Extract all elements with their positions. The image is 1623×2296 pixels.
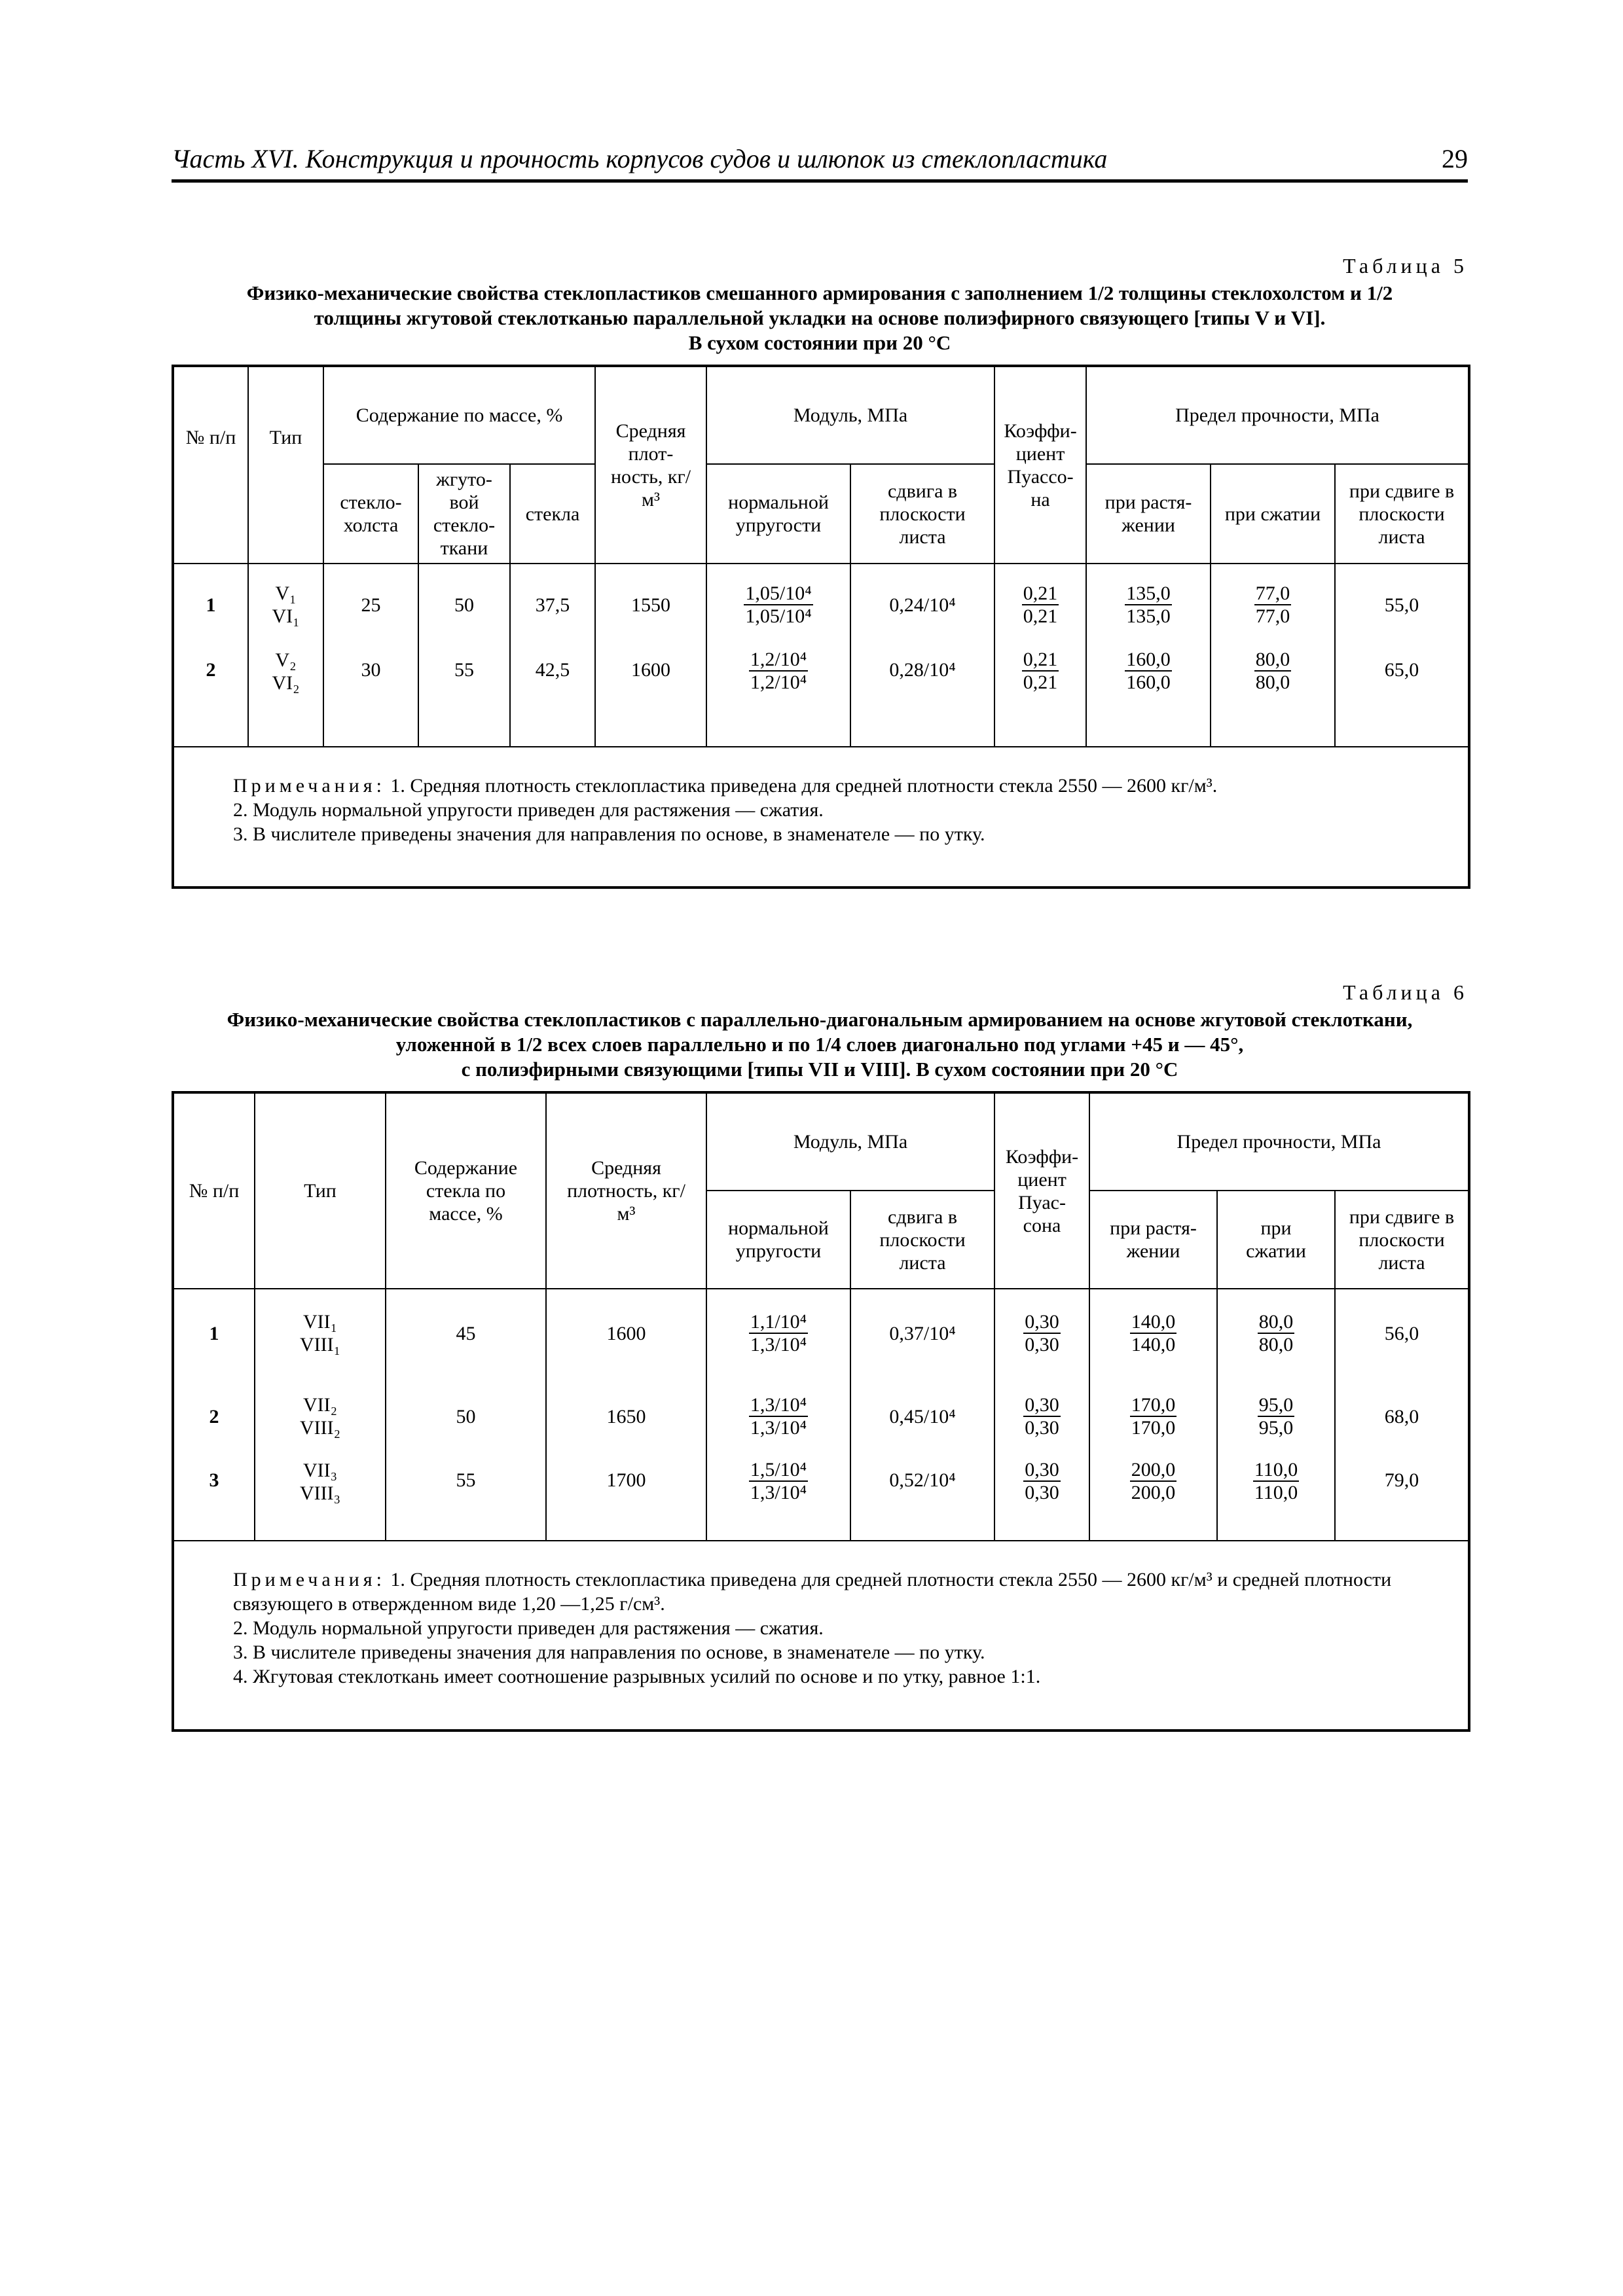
col-header-compression: при сжатии: [1211, 464, 1335, 564]
row-num: 1: [173, 1289, 255, 1377]
table-5: [172, 365, 1470, 889]
col-header-tension: при растя-жении: [1089, 1191, 1217, 1289]
row-num: 2: [173, 645, 248, 747]
row-mod-shear: 0,37/10⁴: [850, 1289, 994, 1377]
col-header-strength: Предел прочности, МПа: [1089, 1092, 1469, 1191]
row-mod-normal: $\frac{\text{1,2/10⁴}}{\text{1,2/10⁴}}$: [706, 645, 850, 747]
table-6-label: Таблица 6: [1343, 980, 1468, 1004]
col-header-density: Средняя плот-ность, кг/м³: [595, 366, 706, 564]
table-6: [172, 1091, 1470, 1732]
row-tension: $\frac{135,0}{135,0}$: [1086, 564, 1211, 645]
table-5-caption-line3: В сухом состоянии при 20 °С: [688, 331, 951, 354]
table-row: [173, 1456, 1469, 1541]
row-poisson: $\frac{0,30}{0,30}$: [994, 1456, 1089, 1541]
col-header-zhgut: жгуто-вой стекло-ткани: [418, 464, 510, 564]
col-header-num: № п/п: [173, 366, 248, 564]
row-mod-shear: 0,28/10⁴: [850, 645, 994, 747]
table-5-notes: [173, 747, 1469, 888]
col-header-compression: при сжатии: [1217, 1191, 1335, 1289]
col-header-holst: стекло-холста: [323, 464, 418, 564]
row-num: 3: [173, 1456, 255, 1541]
note: 3. В числителе приведены значения для направления по основе, в знаменателе — по утку.: [233, 823, 985, 845]
table-5-block: [172, 254, 1468, 889]
col-header-content: Содержание стекла по массе, %: [386, 1092, 546, 1289]
note: 1. Средняя плотность стеклопластика приведена для средней плотности стекла 2550 — 2600 кг/м³ и средней плотности связующего в отвержденном виде 1,20 —1,25 г/см³.: [233, 1569, 1392, 1615]
row-shear: 79,0: [1335, 1456, 1469, 1541]
col-header-mod-normal: нормальной упругости: [706, 1191, 850, 1289]
row-mod-normal: $\frac{\text{1,5/10⁴}}{\text{1,3/10⁴}}$: [706, 1456, 850, 1541]
row-poisson: $\frac{0,21}{0,21}$: [994, 564, 1086, 645]
row-density: 1650: [546, 1377, 706, 1456]
page-number: 29: [1442, 144, 1468, 173]
row-type: V₁ VI₁: [248, 564, 323, 645]
table-6-notes: [173, 1541, 1469, 1731]
row-type: VII₂ VIII₂: [255, 1377, 386, 1456]
row-zhgut: 55: [418, 645, 510, 747]
row-type: VII₁ VIII₁: [255, 1289, 386, 1377]
row-holst: 25: [323, 564, 418, 645]
row-mod-shear: 0,45/10⁴: [850, 1377, 994, 1456]
row-density: 1600: [595, 645, 706, 747]
row-shear: 55,0: [1335, 564, 1469, 645]
table-row: [173, 645, 1469, 747]
col-header-poisson: Коэффи-циент Пуас-сона: [994, 1092, 1089, 1289]
row-num: 1: [173, 564, 248, 645]
table-6-block: [172, 980, 1468, 1732]
row-compression: $\frac{77,0}{77,0}$: [1211, 564, 1335, 645]
row-mod-shear: 0,52/10⁴: [850, 1456, 994, 1541]
table-6-caption-line1: Физико-механические свойства стеклопластиков с параллельно-диагональным армированием на основе жгутовой стеклоткани,: [227, 1008, 1413, 1031]
row-mod-normal: $\frac{\text{1,05/10⁴}}{\text{1,05/10⁴}}$: [706, 564, 850, 645]
row-content: 50: [386, 1377, 546, 1456]
row-density: 1600: [546, 1289, 706, 1377]
row-compression: $\frac{80,0}{80,0}$: [1211, 645, 1335, 747]
col-header-mod-normal: нормальной упругости: [706, 464, 850, 564]
row-poisson: $\frac{0,30}{0,30}$: [994, 1289, 1089, 1377]
row-compression: $\frac{110,0}{110,0}$: [1217, 1456, 1335, 1541]
row-shear: 68,0: [1335, 1377, 1469, 1456]
col-header-shear-strength: при сдвиге в плоскости листа: [1335, 1191, 1469, 1289]
col-header-type: Тип: [255, 1092, 386, 1289]
note: 4. Жгутовая стеклоткань имеет соотношение разрывных усилий по основе и по утку, равное 1:1.: [233, 1666, 1041, 1687]
note: 3. В числителе приведены значения для направления по основе, в знаменателе — по утку.: [233, 1641, 985, 1663]
notes-label: Примечания:: [233, 1569, 386, 1590]
table-5-caption-line2: толщины жгутовой стеклотканью параллельной укладки на основе полиэфирного связующего [типы V и VI].: [314, 306, 1326, 329]
row-holst: 30: [323, 645, 418, 747]
table-row: [173, 1377, 1469, 1456]
note: 2. Модуль нормальной упругости приведен для растяжения — сжатия.: [233, 799, 824, 821]
row-tension: $\frac{140,0}{140,0}$: [1089, 1289, 1217, 1377]
col-header-modulus: Модуль, МПа: [706, 1092, 994, 1191]
table-6-caption-line3: с полиэфирными связующими [типы VII и VIII]. В сухом состоянии при 20 °С: [461, 1058, 1178, 1081]
col-header-shear-strength: при сдвиге в плоскости листа: [1335, 464, 1469, 564]
row-poisson: $\frac{0,30}{0,30}$: [994, 1377, 1089, 1456]
table-6-caption: [172, 1007, 1468, 1082]
row-poisson: $\frac{0,21}{0,21}$: [994, 645, 1086, 747]
table-5-caption: [172, 281, 1468, 355]
row-tension: $\frac{160,0}{160,0}$: [1086, 645, 1211, 747]
col-header-tension: при растя-жении: [1086, 464, 1211, 564]
page-header-title: Часть XVI. Конструкция и прочность корпусов судов и шлюпок из стеклопластика: [172, 144, 1108, 173]
table-5-label: Таблица 5: [1343, 254, 1468, 278]
row-compression: $\frac{95,0}{95,0}$: [1217, 1377, 1335, 1456]
row-mod-normal: $\frac{\text{1,3/10⁴}}{\text{1,3/10⁴}}$: [706, 1377, 850, 1456]
row-type: VII₃ VIII₃: [255, 1456, 386, 1541]
col-header-density: Средняя плотность, кг/м³: [546, 1092, 706, 1289]
row-content: 45: [386, 1289, 546, 1377]
notes-label: Примечания:: [233, 775, 386, 797]
col-header-num: № п/п: [173, 1092, 255, 1289]
page-header: [172, 143, 1468, 183]
col-header-content: Содержание по массе, %: [323, 366, 595, 464]
table-6-caption-line2: уложенной в 1/2 всех слоев параллельно и по 1/4 слоев диагонально под углами +45 и — 45°,: [395, 1033, 1244, 1056]
col-header-mod-shear: сдвига в плоскости листа: [850, 1191, 994, 1289]
col-header-type: Тип: [248, 366, 323, 564]
col-header-strength: Предел прочности, МПа: [1086, 366, 1469, 464]
row-type: V₂ VI₂: [248, 645, 323, 747]
row-tension: $\frac{200,0}{200,0}$: [1089, 1456, 1217, 1541]
table-row: [173, 1289, 1469, 1377]
row-density: 1550: [595, 564, 706, 645]
col-header-poisson: Коэффи-циент Пуассо-на: [994, 366, 1086, 564]
row-compression: $\frac{80,0}{80,0}$: [1217, 1289, 1335, 1377]
row-shear: 56,0: [1335, 1289, 1469, 1377]
note: 1. Средняя плотность стеклопластика приведена для средней плотности стекла 2550 — 2600 кг/м³.: [390, 775, 1218, 797]
row-mod-normal: $\frac{\text{1,1/10⁴}}{\text{1,3/10⁴}}$: [706, 1289, 850, 1377]
col-header-modulus: Модуль, МПа: [706, 366, 994, 464]
row-shear: 65,0: [1335, 645, 1469, 747]
row-mod-shear: 0,24/10⁴: [850, 564, 994, 645]
row-density: 1700: [546, 1456, 706, 1541]
note: 2. Модуль нормальной упругости приведен для растяжения — сжатия.: [233, 1617, 824, 1639]
row-content: 55: [386, 1456, 546, 1541]
row-num: 2: [173, 1377, 255, 1456]
col-header-glass: стекла: [510, 464, 595, 564]
row-glass: 37,5: [510, 564, 595, 645]
col-header-mod-shear: сдвига в плоскости листа: [850, 464, 994, 564]
table-5-caption-line1: Физико-механические свойства стеклопластиков смешанного армирования с заполнением 1/2 толщины стеклохолстом и 1/2: [246, 281, 1393, 304]
row-zhgut: 50: [418, 564, 510, 645]
row-tension: $\frac{170,0}{170,0}$: [1089, 1377, 1217, 1456]
table-row: [173, 564, 1469, 645]
row-glass: 42,5: [510, 645, 595, 747]
